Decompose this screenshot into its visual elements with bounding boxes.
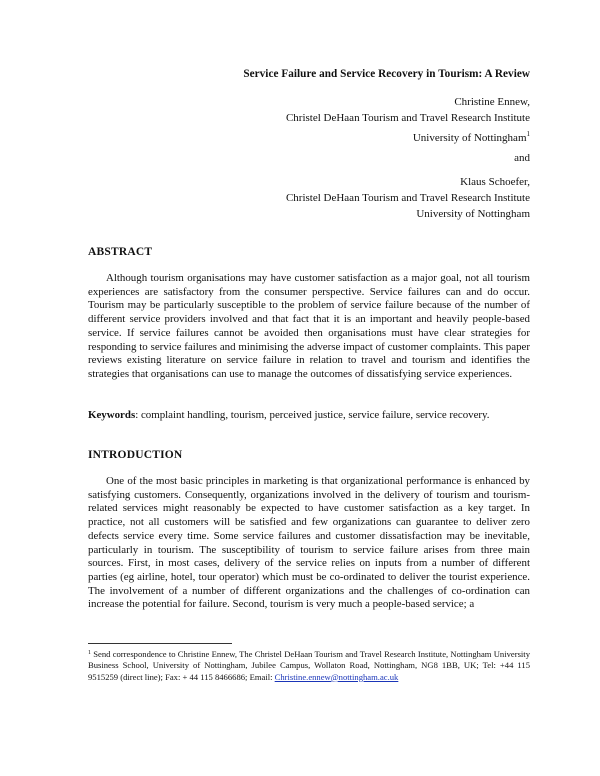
footnote [88,648,530,683]
footnote-text: Send correspondence to Christine Ennew, The Christel DeHaan Tourism and Travel Research Institute, Nottingham University Business School, University of Nottingham, Jubilee Campus, Wollaton Road, Nottingham, NG8 1BB, UK; Tel: +44 115 9515259 (direct line); Fax: + 44 115 8466686; Email: [88,649,530,682]
author-block-1 [286,94,530,146]
author-1-name: Christine Ennew, [454,96,530,108]
author-2-university: University of Nottingham [416,208,530,220]
author-2-name: Klaus Schoefer, [460,176,530,188]
email-link[interactable]: Christine.ennew@nottingham.ac.uk [274,671,399,682]
keywords-label: Keywords [88,409,136,421]
footnote-mark: 1 [88,650,91,656]
author-block-2 [286,174,530,222]
author-1-institute: Christel DeHaan Tourism and Travel Research Institute [285,112,530,124]
footnote-marker: 1 [526,130,530,138]
author-connector: and [514,152,530,164]
footnote-divider [88,643,232,644]
abstract-text: Although tourism organisations may have customer satisfaction as a major goal, not all tourism experiences are satisfactory from the consumer perspective. Service failures can and do occur. Tourism may be particularly susceptible to the problem of service failure because of the number of different service providers involved and that fact that it is an important and heavily people-based service. If service failures cannot be avoided then organisations must have clear strategies for responding to service failures and minimising the adverse impact of customer complaints. This paper reviews existing literature on service failure in relation to travel and tourism and identifies the strategies that organisations can use to manage the outcomes of dissatisfying service experiences. [88,272,530,380]
keywords-line [88,408,548,422]
author-2-institute: Christel DeHaan Tourism and Travel Research Institute [285,192,530,204]
keywords-text: : complaint handling, tourism, perceived justice, service failure, service recovery. [135,409,490,421]
author-1-university-line [286,126,530,146]
abstract-heading: ABSTRACT [88,246,153,258]
paper-title: Service Failure and Service Recovery in Tourism: A Review [243,68,530,80]
introduction-heading: INTRODUCTION [88,449,183,461]
introduction-text: One of the most basic principles in marketing is that organizational performance is enhanced by satisfying customers. Consequently, organizations involved in the delivery of tourism and tourism-related services might reasonably be expected to have customer satisfaction as a key target. In practice, not all customers will be satisfied and few organizations can guarantee to deliver zero defects service every time. Some service failures and customer dissatisfaction may be inevitable, particularly in tourism. The susceptibility of tourism to service failure arises from three main sources. First, in most cases, delivery of the service relies on inputs from a number of different parties (eg airline, hotel, tour operator) which must be co-ordinated to deliver the tourist experience. The involvement of a number of different organizations and the challenges of co-ordination can increase the potential for failure. Second, tourism is very much a people-based service; a [88,475,530,611]
author-1-university: University of Nottingham [412,132,527,144]
